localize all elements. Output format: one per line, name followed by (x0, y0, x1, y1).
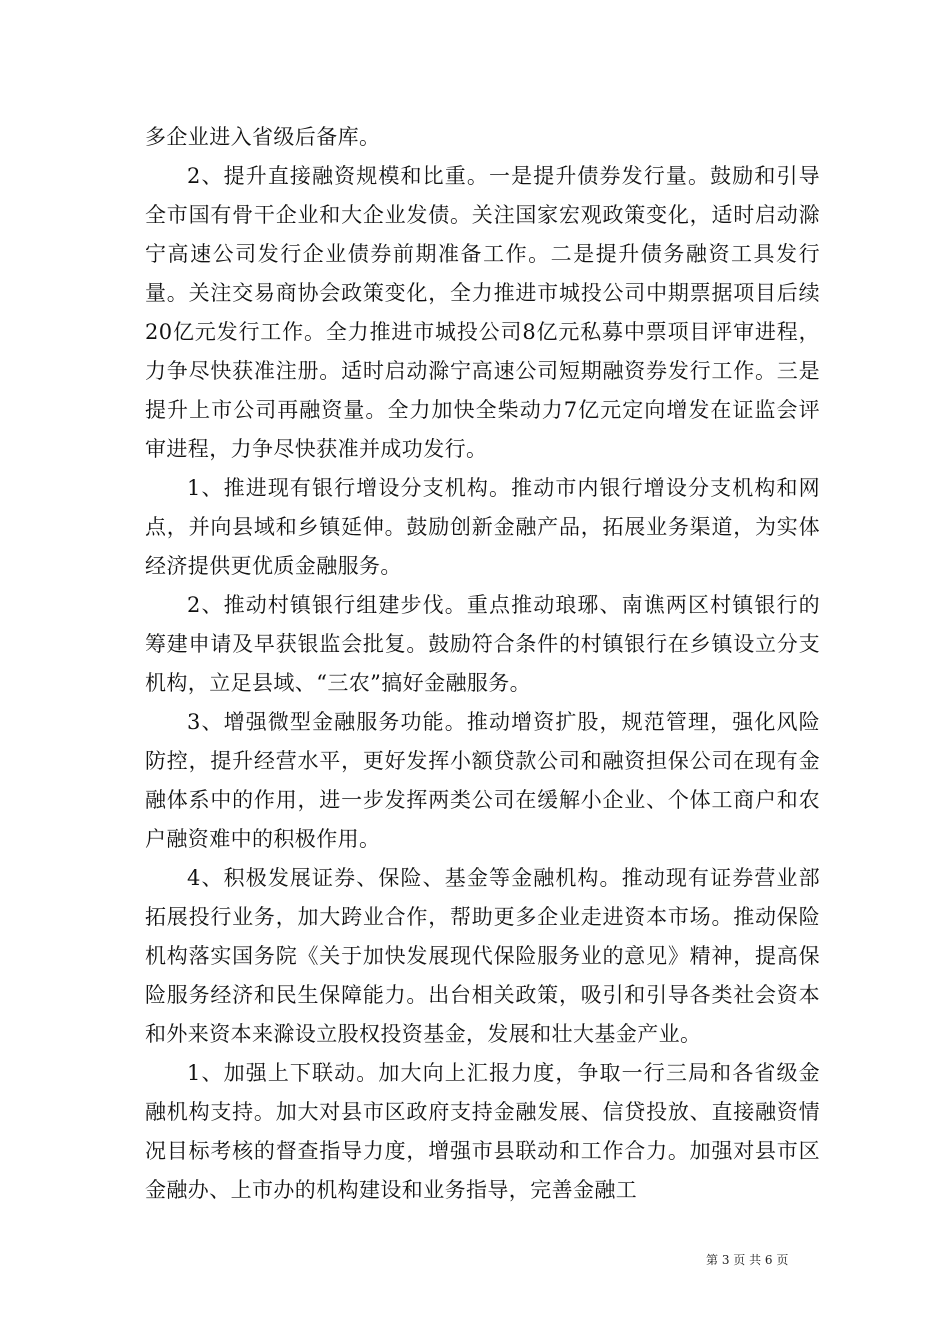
paragraph-4: 2、推动村镇银行组建步伐。重点推动琅琊、南谯两区村镇银行的筹建申请及早获银监会批复。鼓励符合条件的村镇银行在乡镇设立分支机构，立足县域、“三农”搞好金融服务。 (145, 593, 820, 695)
page-number-footer: 第 3 页 共 6 页 (706, 1253, 789, 1267)
paragraph-1: 多企业进入省级后备库。 (145, 125, 381, 149)
paragraph-2: 2、提升直接融资规模和比重。一是提升债券发行量。鼓励和引导全市国有骨干企业和大企业发债。关注国家宏观政策变化，适时启动滁宁高速公司发行企业债券前期准备工作。二是提升债务融资工具发行量。关注交易商协会政策变化，全力推进市城投公司中期票据项目后续20亿元发行工作。全力推进市城投公司8亿元私募中票项目评审进程，力争尽快获准注册。适时启动滁宁高速公司短期融资券发行工作。三是提升上市公司再融资量。全力加快全柴动力7亿元定向增发在证监会评审进程，力争尽快获准并成功发行。 (145, 164, 820, 461)
paragraph-7: 1、加强上下联动。加大向上汇报力度，争取一行三局和各省级金融机构支持。加大对县市区政府支持金融发展、信贷投放、直接融资情况目标考核的督查指导力度，增强市县联动和工作合力。加强对县市区金融办、上市办的机构建设和业务指导，完善金融工 (145, 1061, 820, 1202)
paragraph-3: 1、推进现有银行增设分支机构。推动市内银行增设分支机构和网点，并向县域和乡镇延伸。鼓励创新金融产品，拓展业务渠道，为实体经济提供更优质金融服务。 (145, 476, 820, 578)
paragraph-6: 4、积极发展证券、保险、基金等金融机构。推动现有证券营业部拓展投行业务，加大跨业合作，帮助更多企业走进资本市场。推动保险机构落实国务院《关于加快发展现代保险服务业的意见》精神，提高保险服务经济和民生保障能力。出台相关政策，吸引和引导各类社会资本和外来资本来滁设立股权投资基金，发展和壮大基金产业。 (145, 866, 820, 1046)
document-body (145, 118, 820, 1210)
paragraph-5: 3、增强微型金融服务功能。推动增资扩股，规范管理，强化风险防控，提升经营水平，更好发挥小额贷款公司和融资担保公司在现有金融体系中的作用，进一步发挥两类公司在缓解小企业、个体工商户和农户融资难中的积极作用。 (145, 710, 820, 851)
